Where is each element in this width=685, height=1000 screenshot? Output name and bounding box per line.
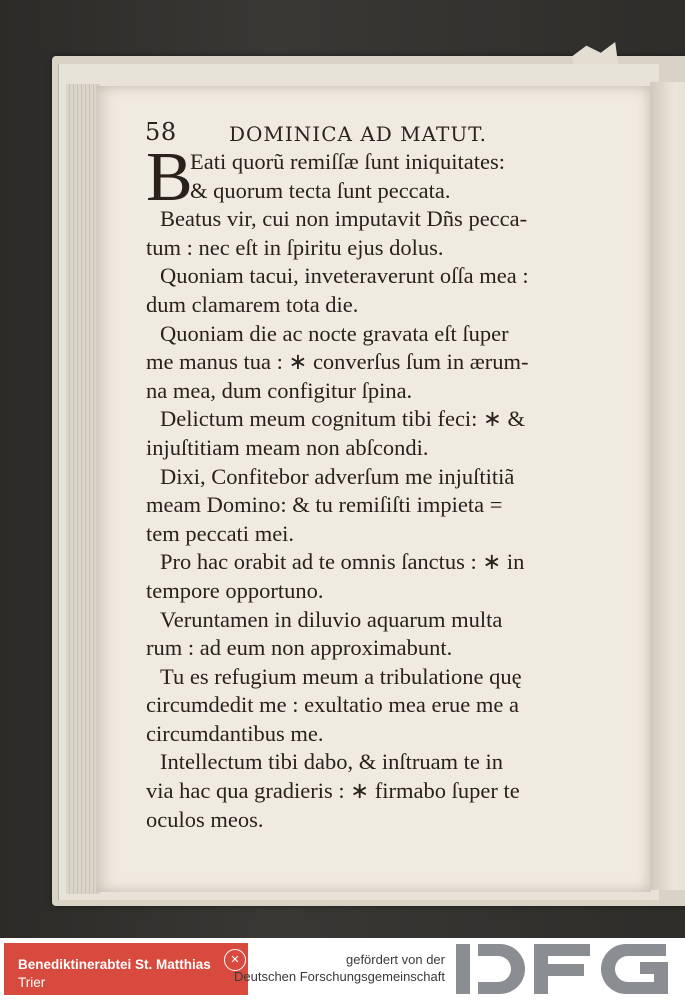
text-line: Delictum meum cognitum tibi feci: ∗ &	[160, 406, 526, 432]
text-line: dum clamarem tota die.	[146, 291, 359, 317]
text-line: Quoniam die ac nocte gravata eſt ſuper	[160, 320, 509, 346]
text-line: meam Domino: & tu remiſiſti impieta =	[146, 492, 503, 518]
abbey-logo-icon: ✕	[224, 949, 246, 971]
page-number: 58	[145, 118, 177, 146]
running-title: DOMINICA AD MATUT.	[229, 122, 487, 146]
text-line: tem peccati mei.	[146, 520, 295, 546]
funding-line-1: gefördert von der	[345, 952, 445, 967]
dfg-logo[interactable]	[456, 944, 678, 994]
drop-capital: B	[146, 139, 193, 216]
text-line: tempore opportuno.	[146, 577, 324, 603]
page-edges	[66, 84, 100, 894]
funding-line-2: Deutschen Forschungsgemeinschaft	[233, 969, 445, 984]
text-line: Tu es refugium meum a tribulatione quę	[160, 663, 522, 689]
facing-page-edge	[650, 82, 685, 890]
running-head	[145, 118, 585, 150]
text-line: na mea, dum configitur ſpina.	[146, 377, 413, 403]
text-line: me manus tua : ∗ converſus ſum in ærum-	[146, 349, 529, 375]
text-line: injuſtitiam meam non abſcondi.	[146, 434, 429, 460]
text-line: Pro hac orabit ad te omnis ſanctus : ∗ in	[160, 549, 525, 575]
text-line: Eati quorũ remiſſæ ſunt iniquitates:	[190, 149, 505, 174]
institution-banner[interactable]	[4, 943, 248, 995]
text-line: Veruntamen in diluvio aquarum multa	[160, 606, 503, 632]
text-line: tum : nec eſt in ſpiritu ejus dolus.	[146, 234, 444, 260]
text-line: Dixi, Confitebor adverſum me injuſtitiã	[160, 463, 515, 489]
text-line: circumdantibus me.	[146, 720, 324, 746]
text-line: & quorum tecta ſunt peccata.	[190, 177, 451, 203]
psalm-text	[146, 139, 626, 834]
text-line: Beatus vir, cui non imputavit Dñs pecca-	[160, 206, 528, 232]
text-line: Intellectum tibi dabo, & inſtruam te in	[160, 749, 504, 775]
text-line: via hac qua gradieris : ∗ firmabo ſuper te	[146, 778, 520, 804]
text-line: circumdedit me : exultatio mea erue me a	[146, 692, 519, 718]
body-lines	[146, 205, 626, 834]
institution-place: Trier	[18, 975, 46, 990]
text-line: Quoniam tacui, inveteraverunt oſſa mea :	[160, 263, 529, 289]
institution-name: Benediktinerabtei St. Matthias	[18, 957, 211, 972]
text-line: oculos meos.	[146, 806, 264, 832]
footer	[0, 938, 685, 1000]
text-line: rum : ad eum non approximabunt.	[146, 635, 453, 661]
